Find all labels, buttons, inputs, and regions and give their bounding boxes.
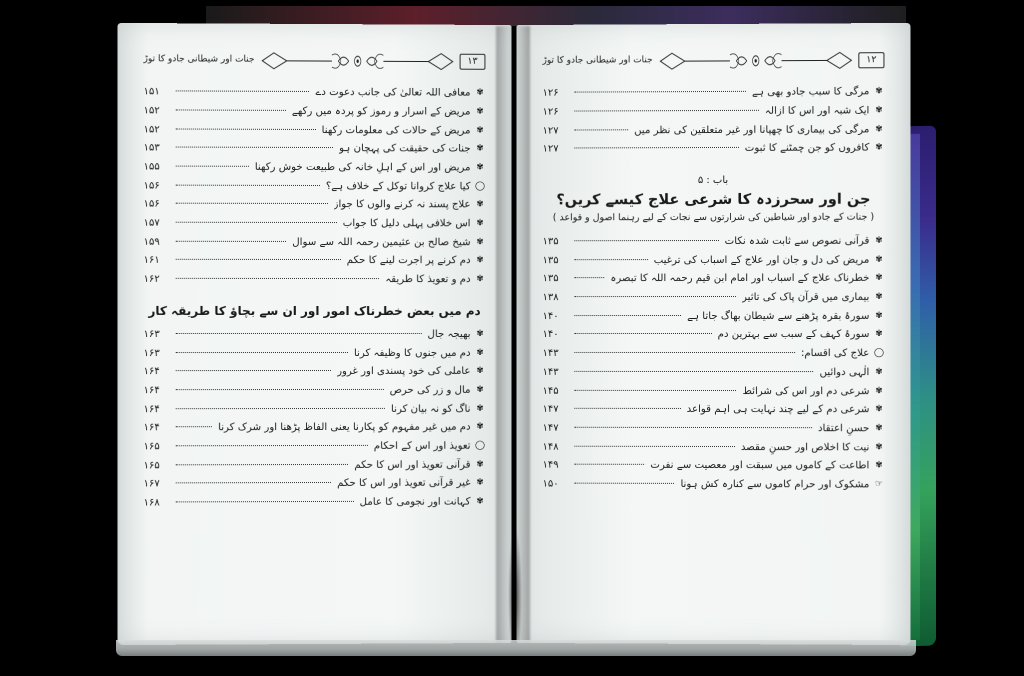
- toc-entry-page: ۱۴۷: [542, 422, 559, 434]
- toc-entry-page: ۱۶۴: [143, 366, 160, 378]
- toc-entry-page: ۱۶۲: [143, 273, 160, 285]
- flower-icon: ✾: [476, 403, 484, 414]
- leader-dots: [574, 240, 718, 241]
- toc-entry-text: شرعی دم اور اس کی شرائط: [742, 385, 870, 397]
- toc-entry-page: ۱۶۱: [143, 255, 160, 267]
- list-item: [543, 382, 885, 401]
- toc-entry-page: ۱۶۵: [143, 460, 160, 472]
- page-right-header: [543, 45, 885, 77]
- toc-entry-page: ۱۲۶: [542, 87, 559, 99]
- chapter-subtitle: ( جنات کے جادو اور شیاطین کی شرارتوں سے نجات کے لیے رہنما اصول و قواعد ): [552, 211, 875, 224]
- toc-entry-page: ۱۴۷: [542, 404, 559, 416]
- flower-icon: ✾: [875, 105, 883, 116]
- toc-entry-page: ۱۵۷: [143, 217, 160, 229]
- toc-entry-text: دم میں غیر مفہوم کو پکارنا یعنی الفاظ پڑھنا اور شرک کرنا: [218, 422, 471, 434]
- flower-icon: ✾: [476, 274, 484, 285]
- chapter-label: باب : ۵: [697, 174, 729, 186]
- toc-entry-page: ۱۶۵: [143, 441, 160, 453]
- flower-icon: ✾: [476, 459, 484, 470]
- toc-entry-page: ۱۶۳: [143, 328, 160, 340]
- page-left-number: ۱۳: [460, 54, 486, 70]
- list-item: [144, 400, 486, 419]
- toc-entry-text: کافروں کو جن چمٹنے کا ثبوت: [744, 142, 870, 155]
- list-item: [543, 140, 885, 160]
- toc-entry-text: دم میں جنوں کا وظیفہ کرنا: [353, 347, 471, 359]
- leader-dots: [176, 352, 348, 353]
- flower-icon: ✾: [476, 199, 484, 210]
- leader-dots: [574, 371, 813, 372]
- list-item: [543, 476, 885, 496]
- flower-icon: ✾: [875, 254, 883, 265]
- leader-dots: [176, 184, 320, 185]
- toc-list-right-top: [543, 83, 885, 159]
- leader-dots: [176, 109, 286, 110]
- list-item: [144, 475, 486, 495]
- flower-icon: ✾: [476, 366, 484, 377]
- toc-entry-text: حسنِ اعتقاد: [817, 423, 870, 435]
- toc-entry-text: مشکوک اور حرام کاموں سے کنارہ کش ہونا: [680, 478, 870, 491]
- list-item: [144, 233, 486, 252]
- list-item: [543, 364, 885, 383]
- flower-icon: ✾: [476, 125, 484, 136]
- list-item: [543, 401, 885, 420]
- flower-icon: ✾: [875, 142, 883, 153]
- leader-dots: [176, 128, 316, 130]
- leader-dots: [574, 91, 746, 93]
- list-item: [144, 102, 486, 122]
- toc-entry-text: دم و تعویذ کا طریقہ: [385, 274, 471, 286]
- toc-entry-page: ۱۳۵: [542, 236, 559, 248]
- leader-dots: [574, 427, 812, 428]
- list-item: [543, 270, 885, 289]
- toc-entry-page: ۱۵۲: [143, 105, 160, 117]
- list-item: [144, 196, 486, 215]
- flower-icon: ✾: [476, 347, 484, 358]
- flower-icon: ✾: [476, 87, 484, 98]
- leader-dots: [176, 370, 331, 371]
- toc-entry-text: کیا علاج کروانا توکل کے خلاف ہے؟: [325, 180, 471, 192]
- flower-icon: ✾: [875, 235, 883, 246]
- list-item: [543, 233, 885, 252]
- header-ornament-icon: [261, 49, 454, 74]
- leader-dots: [574, 315, 681, 316]
- list-item: [144, 177, 486, 197]
- flower-icon: ✾: [476, 143, 484, 154]
- list-item: [543, 420, 885, 439]
- toc-entry-page: ۱۴۸: [542, 441, 559, 453]
- leader-dots: [574, 110, 759, 112]
- toc-entry-text: غیر قرآنی تعویذ اور اس کا حکم: [337, 478, 471, 490]
- chapter-title: جن اور سحرزدہ کا شرعی علاج کیسے کریں؟: [556, 191, 871, 209]
- toc-entry-page: ۱۴۳: [542, 348, 559, 360]
- toc-list-left-top: [144, 83, 486, 290]
- leader-dots: [574, 408, 680, 409]
- book-page-block-bottom: [116, 640, 916, 656]
- toc-entry-page: ۱۴۰: [542, 310, 559, 322]
- toc-entry-text: شیخ صالح بن عثیمین رحمہ اللہ سے سوال: [292, 236, 471, 248]
- toc-entry-text: مرگی کا سبب جادو بھی ہے: [752, 86, 870, 98]
- list-item: [144, 419, 486, 438]
- leader-dots: [176, 259, 341, 260]
- flower-icon: ✾: [476, 162, 484, 173]
- toc-entry-text: قرآنی تعویذ اور اس کا حکم: [354, 459, 471, 471]
- leader-dots: [574, 464, 644, 465]
- book-page-right: [517, 23, 911, 645]
- leader-dots: [176, 408, 385, 409]
- list-item: [543, 457, 885, 476]
- flower-icon: ✾: [875, 291, 883, 302]
- toc-entry-text: کہانت اور نجومی کا عامل: [359, 496, 471, 509]
- leader-dots: [574, 333, 711, 334]
- page-right-running-title: جنات اور شیطانی جادو کا توڑ: [542, 55, 653, 66]
- toc-entry-page: ۱۵۰: [542, 478, 559, 490]
- leader-dots: [176, 222, 337, 223]
- toc-entry-text: قرآنی نصوص سے ثابت شدہ نکات: [724, 235, 870, 247]
- list-item: [144, 494, 486, 514]
- list-item: [144, 438, 486, 457]
- page-left-content: [117, 23, 511, 645]
- leader-dots: [574, 389, 736, 390]
- toc-entry-page: ۱۵۹: [143, 236, 160, 248]
- toc-entry-page: ۱۴۹: [542, 459, 559, 471]
- toc-entry-page: ۱۵۳: [143, 142, 160, 154]
- toc-entry-text: مریض کے اسرار و رموز کو پردہ میں رکھے: [291, 105, 471, 118]
- list-item: [543, 289, 885, 308]
- leader-dots: [574, 483, 674, 484]
- flower-icon: ✾: [476, 422, 484, 433]
- toc-entry-page: ۱۳۸: [542, 292, 559, 304]
- toc-entry-text: دم کرنے پر اجرت لینے کا حکم: [346, 255, 471, 267]
- leader-dots: [176, 147, 333, 149]
- toc-entry-text: ناگ کو نہ بیان کرنا: [391, 403, 471, 415]
- toc-entry-page: ۱۲۶: [542, 106, 559, 118]
- toc-entry-page: ۱۵۵: [143, 161, 160, 173]
- list-item: [144, 382, 486, 401]
- toc-entry-page: ۱۶۷: [143, 478, 160, 490]
- leader-dots: [574, 129, 628, 130]
- flower-icon: ✾: [476, 236, 484, 247]
- list-item: [543, 345, 885, 364]
- toc-entry-text: علاج پسند نہ کرنے والوں کا جواز: [333, 199, 471, 211]
- circle-icon: ◯: [474, 440, 485, 451]
- flower-icon: ✾: [875, 329, 883, 340]
- leader-dots: [176, 203, 328, 204]
- page-left-running-title: جنات اور شیطانی جادو کا توڑ: [143, 54, 255, 65]
- list-item: [543, 251, 885, 270]
- flower-icon: ✾: [476, 328, 484, 339]
- toc-entry-page: ۱۴۰: [542, 329, 559, 341]
- toc-entry-page: ۱۶۸: [143, 497, 160, 509]
- flower-icon: ✾: [476, 255, 484, 266]
- flower-icon: ✾: [476, 218, 484, 229]
- flower-icon: ✾: [875, 123, 883, 134]
- circle-icon: ◯: [873, 348, 884, 359]
- leader-dots: [574, 147, 738, 149]
- list-item: [144, 158, 486, 178]
- toc-entry-text: نیت کا اخلاص اور حسنِ مقصد: [740, 441, 870, 453]
- section-heading: دم میں بعض خطرناک امور اور ان سے بچاؤ کا طریقہ کار: [148, 303, 481, 318]
- toc-entry-page: ۱۶۴: [143, 422, 160, 434]
- leader-dots: [574, 352, 795, 353]
- list-item: [543, 121, 885, 141]
- toc-entry-page: ۱۲۷: [542, 125, 559, 137]
- toc-entry-page: ۱۴۳: [542, 366, 559, 378]
- toc-list-right-bottom: [543, 233, 885, 496]
- list-item: [543, 102, 885, 122]
- toc-entry-text: خطرناک علاج کے اسباب اور امام ابن قیم رحمہ اللہ کا تبصرہ: [610, 273, 870, 285]
- leader-dots: [574, 259, 647, 260]
- leader-dots: [574, 445, 734, 446]
- list-item: [144, 326, 486, 345]
- toc-entry-page: ۱۵۱: [143, 86, 160, 98]
- toc-entry-text: اطاعت کے کاموں میں سبقت اور معصیت سے نفرت: [650, 460, 870, 472]
- toc-entry-page: ۱۳۵: [542, 254, 559, 266]
- leader-dots: [176, 482, 331, 483]
- toc-entry-text: بھیجہ جال: [427, 328, 471, 340]
- flower-icon: ✾: [875, 460, 883, 471]
- toc-entry-page: ۱۳۵: [542, 273, 559, 285]
- leader-dots: [176, 445, 368, 446]
- circle-icon: ◯: [474, 181, 485, 192]
- flower-icon: ✾: [875, 385, 883, 396]
- list-item: [543, 308, 885, 327]
- leader-dots: [176, 464, 349, 465]
- toc-entry-text: مال و زر کی حرص: [389, 384, 471, 396]
- toc-entry-page: ۱۵۶: [143, 180, 160, 192]
- list-item: [144, 83, 486, 103]
- toc-entry-text: مریض کی دل و جان اور علاج کے اسباب کی ترغیب: [653, 254, 870, 266]
- hand-pointer-icon: ☞: [874, 479, 883, 490]
- leader-dots: [176, 278, 380, 279]
- leader-dots: [176, 427, 212, 428]
- flower-icon: ✾: [875, 366, 883, 377]
- toc-entry-page: ۱۲۷: [542, 143, 559, 155]
- flower-icon: ✾: [476, 478, 484, 489]
- toc-entry-text: ایک شبہ اور اس کا ازالہ: [764, 105, 870, 117]
- flower-icon: ✾: [875, 273, 883, 284]
- flower-icon: ✾: [476, 384, 484, 395]
- toc-entry-page: ۱۵۲: [143, 123, 160, 135]
- header-ornament-icon: [659, 48, 853, 73]
- flower-icon: ✾: [476, 496, 484, 507]
- toc-entry-page: ۱۶۴: [143, 403, 160, 415]
- flower-icon: ✾: [875, 441, 883, 452]
- toc-entry-text: تعویذ اور اس کے احکام: [373, 440, 471, 452]
- list-item: [144, 252, 486, 271]
- leader-dots: [574, 277, 604, 278]
- toc-entry-page: ۱۵۶: [143, 198, 160, 210]
- toc-entry-page: ۱۴۵: [542, 385, 559, 397]
- list-item: [144, 363, 486, 382]
- toc-entry-text: بیماری میں قرآن پاک کی تاثیر: [742, 291, 870, 303]
- toc-entry-page: ۱۶۴: [143, 385, 160, 397]
- leader-dots: [176, 333, 422, 334]
- page-right-number: ۱۲: [858, 52, 884, 68]
- leader-dots: [176, 165, 249, 166]
- toc-entry-text: مریض کے حالات کی معلومات رکھنا: [321, 124, 471, 137]
- leader-dots: [176, 389, 384, 390]
- toc-entry-text: الٰہی دوائیں: [819, 366, 870, 378]
- book-page-left: [117, 23, 511, 645]
- list-item: [144, 456, 486, 475]
- toc-entry-text: اس خلافی پہلی دلیل کا جواب: [342, 218, 471, 230]
- list-item: [144, 271, 486, 290]
- toc-entry-text: علاج کی اقسام:: [800, 348, 870, 360]
- toc-entry-page: ۱۶۳: [143, 347, 160, 359]
- leader-dots: [574, 296, 736, 297]
- toc-entry-text: معافی اللہ تعالیٰ کی جانب دعوت دے: [315, 87, 471, 99]
- list-item: [543, 438, 885, 457]
- list-item: [144, 215, 486, 234]
- flower-icon: ✾: [875, 86, 883, 97]
- list-item: [144, 140, 486, 160]
- leader-dots: [176, 240, 287, 241]
- leader-dots: [176, 501, 354, 503]
- toc-entry-text: جنات کی حقیقت کی پہچان ہو: [339, 143, 471, 155]
- toc-entry-text: مریض اور اس کے اہلِ خانہ کی طبیعت خوش رکھنا: [254, 161, 471, 174]
- list-item: [543, 83, 885, 103]
- leader-dots: [176, 91, 310, 93]
- flower-icon: ✾: [875, 310, 883, 321]
- flower-icon: ✾: [875, 404, 883, 415]
- list-item: [144, 121, 486, 141]
- toc-entry-text: سورۂ بقرہ پڑھنے سے شیطان بھاگ جاتا ہے: [687, 310, 870, 322]
- flower-icon: ✾: [875, 423, 883, 434]
- toc-entry-text: عاملی کی خود پسندی اور غرور: [337, 366, 471, 378]
- page-left-header: [144, 45, 486, 77]
- page-right-content: [517, 23, 911, 645]
- toc-entry-text: سورۂ کہف کے سبب سے بہترین دم: [717, 329, 870, 341]
- list-item: [144, 344, 486, 363]
- flower-icon: ✾: [476, 106, 484, 117]
- list-item: [543, 326, 885, 345]
- toc-list-left-bottom: [144, 326, 486, 514]
- open-book: [96, 6, 936, 666]
- toc-entry-text: شرعی دم کے لیے چند نہایت ہی اہم قواعد: [686, 404, 870, 416]
- toc-entry-text: مرگی کی بیماری کا چھپانا اور غیر متعلقین کی نظر میں: [634, 123, 870, 136]
